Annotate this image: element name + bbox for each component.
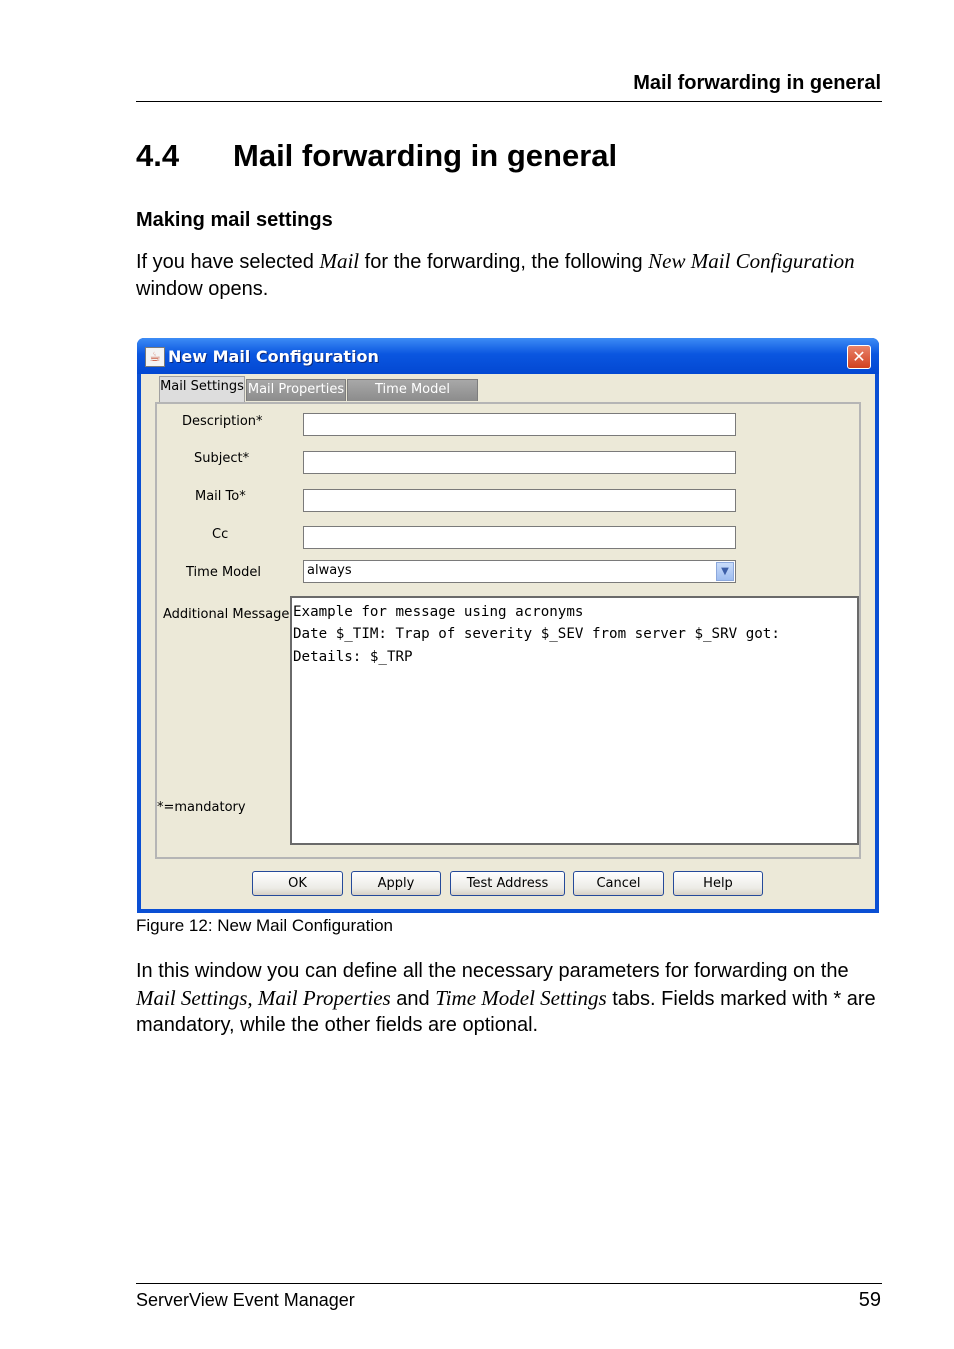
window-client-area: [141, 374, 875, 909]
time-model-selected-value: always: [307, 563, 352, 578]
chevron-down-icon[interactable]: ▼: [716, 562, 734, 581]
window-title: New Mail Configuration: [168, 347, 379, 366]
tab-mail-properties[interactable]: Mail Properties: [246, 379, 346, 401]
running-header: Mail forwarding in general: [633, 72, 881, 94]
close-button[interactable]: ✕: [847, 345, 871, 369]
section-number: 4.4: [136, 138, 180, 173]
body-text-3: tabs. Fields marked with * are mandatory, while the other fields are optional.: [136, 987, 876, 1036]
test-address-button[interactable]: Test Address: [450, 871, 565, 896]
description-label: Description*: [182, 414, 263, 429]
cancel-button[interactable]: Cancel: [573, 871, 664, 896]
cc-label: Cc: [212, 527, 229, 542]
intro-text-1: If you have selected: [136, 251, 320, 273]
apply-button[interactable]: Apply: [351, 871, 441, 896]
additional-message-label: Additional Message: [163, 607, 290, 622]
subheading: Making mail settings: [136, 209, 333, 231]
intro-text-2: for the forwarding, the following: [359, 251, 649, 273]
subject-field[interactable]: [303, 451, 736, 474]
title-bar: [137, 338, 879, 374]
intro-italic-window: New Mail Configuration: [648, 249, 855, 273]
footer-rule: [136, 1283, 882, 1284]
intro-text-3: window opens.: [136, 277, 269, 300]
header-rule: [136, 101, 882, 102]
intro-paragraph: [136, 248, 882, 302]
message-line: Example for message using acronyms: [293, 604, 584, 620]
new-mail-configuration-window: [137, 338, 879, 913]
mail-to-field[interactable]: [303, 489, 736, 512]
java-app-icon: ☕: [145, 347, 165, 367]
time-model-label: Time Model: [186, 565, 261, 580]
body-text-1: In this window you can define all the necessary parameters for forwarding on the: [136, 960, 849, 982]
intro-italic-mail: Mail: [319, 249, 360, 273]
ok-button[interactable]: OK: [252, 871, 343, 896]
message-line: Date $_TIM: Trap of severity $_SEV from server $_SRV got:: [293, 626, 780, 643]
section-title: Mail forwarding in general: [233, 138, 618, 173]
tab-time-model-settings[interactable]: Time Model: [347, 379, 478, 401]
message-line: Details: $_TRP: [293, 648, 413, 665]
body-italic-tabs: Mail Settings, Mail Properties: [136, 985, 391, 1010]
description-field[interactable]: [303, 413, 736, 436]
tab-mail-settings[interactable]: Mail Settings: [159, 376, 245, 403]
footer-product-name: ServerView Event Manager: [136, 1290, 355, 1310]
figure-caption: Figure 12: New Mail Configuration: [136, 916, 394, 935]
additional-message-textarea[interactable]: [290, 596, 859, 845]
page-number: 59: [858, 1289, 881, 1311]
mail-to-label: Mail To*: [195, 489, 246, 504]
body-italic-time-model: Time Model Settings: [435, 985, 607, 1010]
subject-label: Subject*: [194, 451, 250, 466]
time-model-select[interactable]: [303, 560, 736, 583]
mandatory-note: *=mandatory: [157, 800, 246, 815]
cc-field[interactable]: [303, 526, 736, 549]
mail-settings-panel: [155, 402, 861, 859]
body-text-2: and: [390, 987, 436, 1010]
body-paragraph: [136, 958, 882, 1039]
help-button[interactable]: Help: [673, 871, 763, 896]
